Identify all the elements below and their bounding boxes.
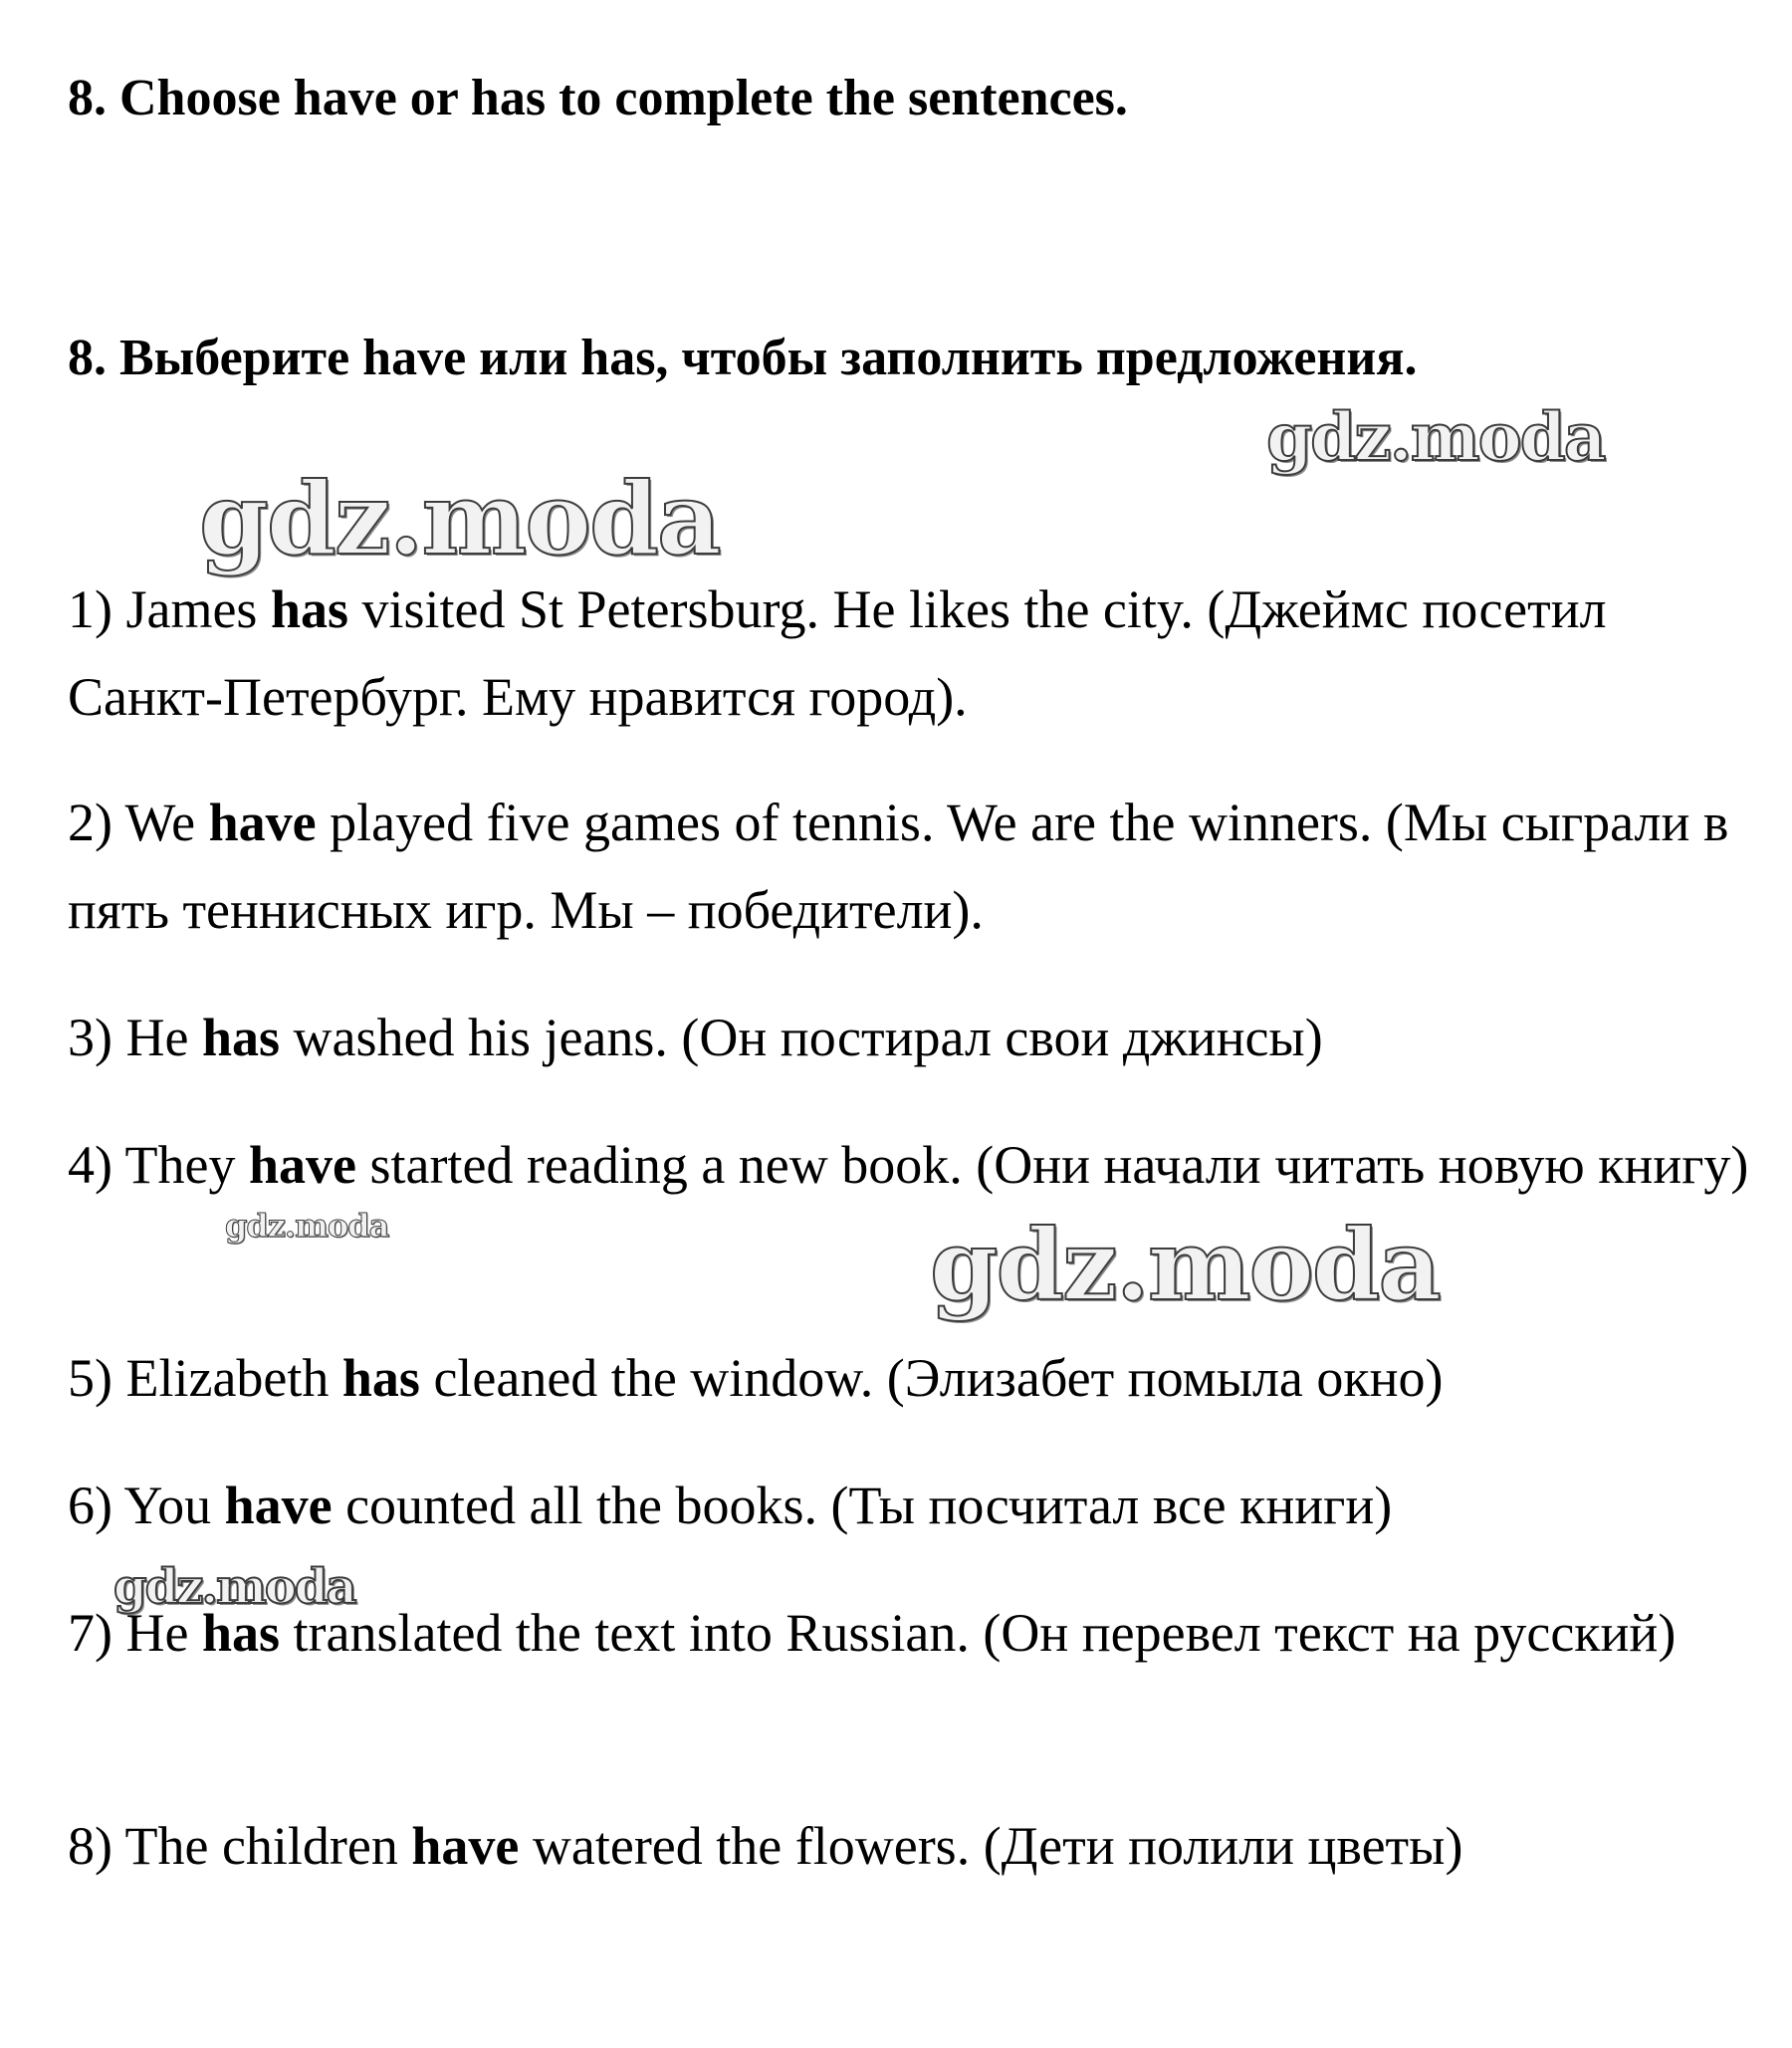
watermark-logo: gdz.moda [199,460,720,577]
answer-verb: have [224,1476,333,1535]
watermark-logo: gdz.moda [113,1559,355,1615]
sentence-start: 1) James [68,579,271,639]
sentence-start: 8) The children [68,1816,412,1876]
answer-verb: has [201,1008,280,1067]
answer-verb: has [341,1348,420,1408]
watermark-logo: gdz.moda [1266,398,1605,476]
answer-verb: have [248,1135,356,1195]
sentence-rest: started reading a new book. (Они начали читать новую книгу) [355,1135,1749,1195]
heading-english: 8. Choose have or has to complete the sentences. [68,70,1128,126]
answer-verb: has [201,1603,280,1663]
sentence-rest: cleaned the window. (Элизабет помыла окно) [419,1348,1444,1408]
list-item [68,994,1772,1081]
list-item [68,1334,1772,1422]
sentence-rest: translated the text into Russian. (Он перевел текст на русский) [280,1603,1677,1663]
sentence-rest: watered the flowers. (Дети полили цветы) [519,1816,1463,1876]
sentence-start: 2) We [68,793,209,852]
heading-russian: 8. Выберите have или has, чтобы заполнить предложения. [68,330,1418,386]
sentence-start: 4) They [68,1135,249,1195]
answer-verb: have [208,793,317,852]
answer-verb: have [411,1816,520,1876]
watermark-logo: gdz.moda [225,1207,389,1245]
sentence-rest: washed his jeans. (Он постирал свои джинсы) [280,1008,1323,1067]
list-item [68,779,1772,954]
list-item [68,566,1772,741]
sentence-rest: counted all the books. (Ты посчитал все книги) [332,1476,1393,1535]
list-item [68,1121,1772,1209]
sentence-start: 5) Elizabeth [68,1348,342,1408]
sentence-start: 6) You [68,1476,225,1535]
answer-verb: has [270,579,348,639]
sentence-rest: visited St Petersburg. He likes the city. (Джеймс посетил Санкт-Петербург. Ему нравится город). [68,579,1607,727]
sentence-start: 3) He [68,1008,202,1067]
sentence-rest: played five games of tennis. We are the winners. (Мы сыграли в пять теннисных игр. Мы – победители). [68,793,1729,940]
list-item [68,1802,1772,1890]
watermark-logo: gdz.moda [930,1209,1440,1323]
list-item [68,1589,1772,1677]
list-item [68,1462,1772,1549]
sentence-start: 7) He [68,1603,202,1663]
